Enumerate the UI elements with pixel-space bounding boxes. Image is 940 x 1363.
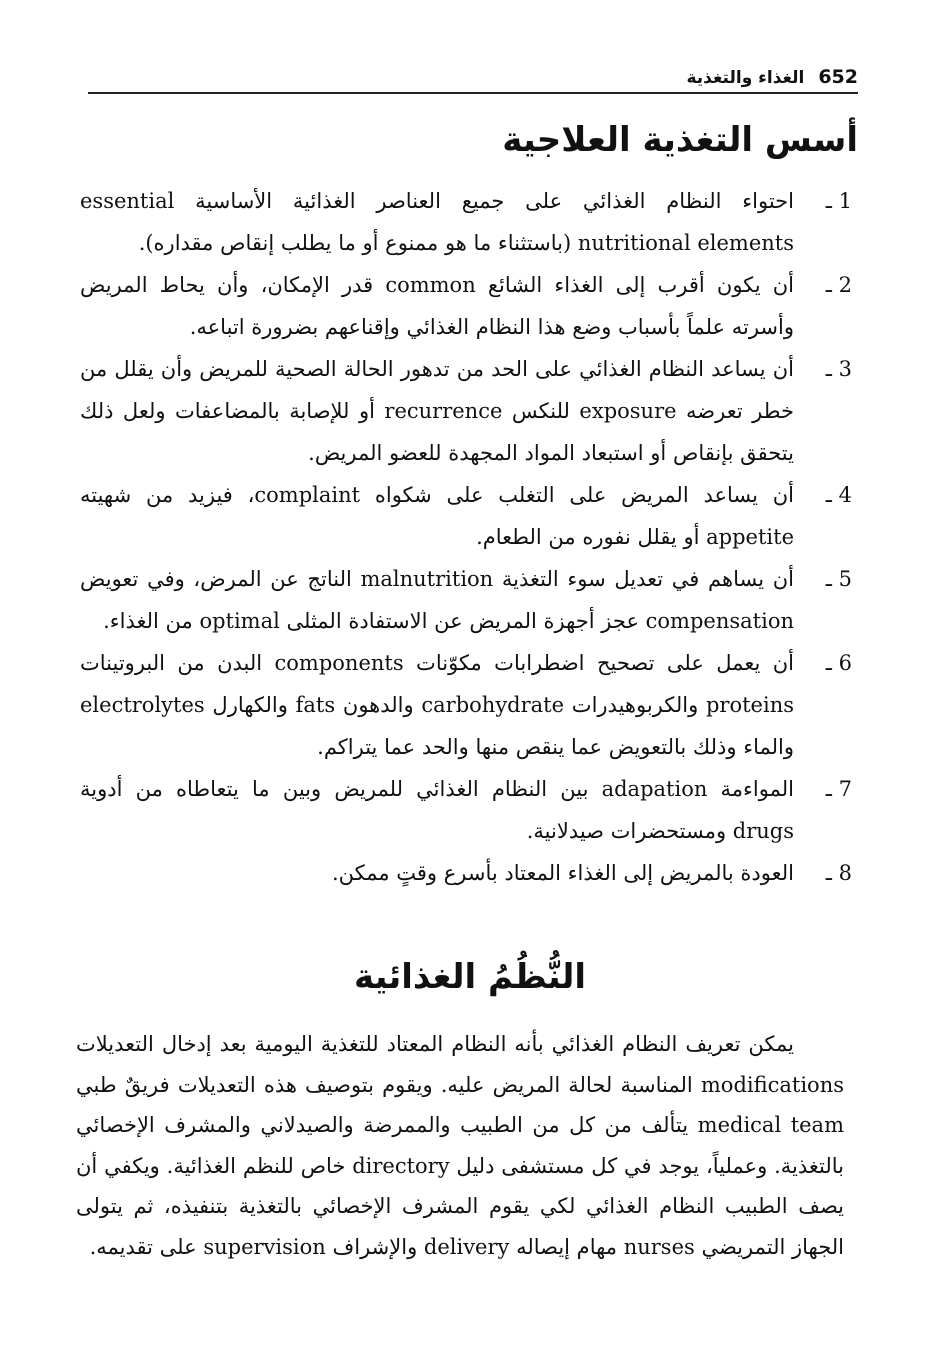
list-item (80, 852, 852, 894)
item-text: أن يكون أقرب إلى الغذاء الشائع common قدر الإمكان، وأن يحاط المريض وأسرته علماً بأسباب وضع هذا النظام الغذائي وإقناعهم بضرورة اتباعه. (80, 273, 795, 339)
section-title-diet-systems: النُّظُمُ الغذائية (353, 957, 587, 997)
list-item (80, 348, 852, 474)
item-number: 6 ـ (825, 651, 852, 675)
page-header (88, 58, 858, 94)
list-item (80, 264, 852, 348)
running-title: الغذاء والتغذية (686, 68, 805, 88)
list-item (80, 768, 852, 852)
body-paragraph: يمكن تعريف النظام الغذائي بأنه النظام المعتاد للتغذية اليومية بعد إدخال التعديلات modifications المناسبة لحالة المريض عليه. ويقوم بتوصيف هذه التعديلات فريقٌ طبي medical team يتألف من كل من الطبيب والممرضة والصيدلاني والمشرف الإخصائي بالتغذية. وعملياً، يوجد في كل مستشفى دليل directory خاص للنظم الغذائية. ويكفي أن يصف الطبيب النظام الغذائي لكي يقوم المشرف الإخصائي بالتغذية بتنفيذه، ثم يتولى الجهاز التمريضي nurses مهام إيصاله delivery والإشراف supervision على تقديمه. (76, 1032, 844, 1259)
item-number: 4 ـ (825, 483, 852, 507)
item-text: أن يساعد المريض على التغلب على شكواه complaint، فيزيد من شهيته appetite أو يقلل نفوره من الطعام. (80, 483, 795, 549)
item-text: أن يساعد النظام الغذائي على الحد من تدهور الحالة الصحية للمريض وأن يقلل من خطر تعرضه exposure للنكس recurrence أو للإصابة بالمضاعفات ولعل ذلك يتحقق بإنقاص أو استبعاد المواد المجهدة للعضو المريض. (80, 357, 794, 465)
item-text: المواءمة adapation بين النظام الغذائي للمريض وبين ما يتعاطاه من أدوية drugs ومستحضرات صيدلانية. (80, 777, 794, 843)
item-text: احتواء النظام الغذائي على جميع العناصر الغذائية الأساسية essential nutritional elements (باستثناء ما هو ممنوع أو ما يطلب إنقاص مقداره). (80, 189, 794, 255)
item-number: 1 ـ (825, 189, 852, 213)
list-item (80, 474, 852, 558)
list-item (80, 558, 852, 642)
item-number: 8 ـ (825, 861, 852, 885)
list-item (80, 180, 852, 264)
page-number: 652 (818, 66, 858, 88)
list-item (80, 642, 852, 768)
item-text: أن يعمل على تصحيح اضطرابات مكوّنات components البدن من البروتينات proteins والكربوهيدرات carbohydrate والدهون fats والكهارل electrolytes والماء وذلك بالتعويض عما ينقص منها والحد عما يتراكم. (80, 651, 794, 759)
item-number: 3 ـ (825, 357, 852, 381)
item-text: أن يساهم في تعديل سوء التغذية malnutrition الناتج عن المرض، وفي تعويض compensation عجز أجهزة المريض عن الاستفادة المثلى optimal من الغذاء. (80, 567, 794, 633)
section-title-foundations: أسس التغذية العلاجية (502, 120, 858, 160)
item-text: العودة بالمريض إلى الغذاء المعتاد بأسرع وقتٍ ممكن. (331, 861, 794, 885)
item-number: 7 ـ (825, 777, 852, 801)
principles-list (80, 180, 852, 894)
item-number: 5 ـ (825, 567, 852, 591)
item-number: 2 ـ (825, 273, 852, 297)
